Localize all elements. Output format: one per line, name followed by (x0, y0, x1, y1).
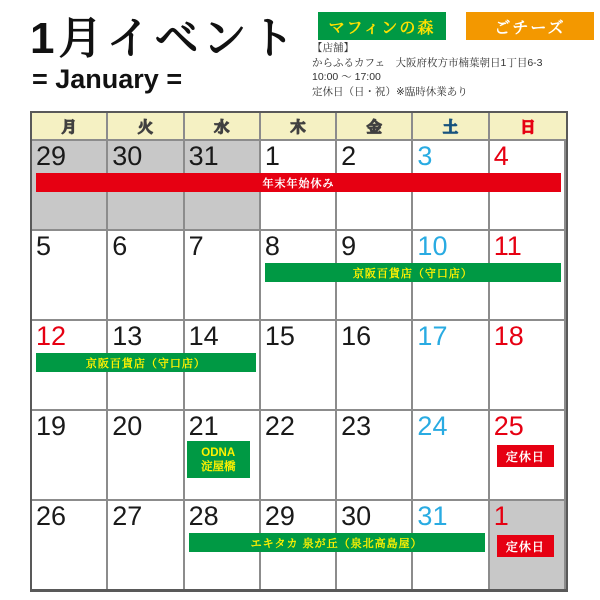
day-cell (108, 411, 184, 499)
date-number: 31 (417, 501, 448, 531)
event-label: 京阪百貨店（守口店） (352, 267, 473, 280)
day-cell (32, 501, 108, 589)
date-number: 1 (493, 501, 509, 531)
date-number: 5 (36, 231, 52, 261)
date-number: 23 (341, 411, 372, 441)
day-cell (490, 321, 566, 409)
date-number: 15 (264, 321, 295, 351)
date-number: 8 (264, 231, 280, 261)
weekday-header-weekday: 木 (261, 113, 337, 139)
day-cell (337, 411, 413, 499)
date-number: 18 (493, 321, 524, 351)
brand-badge-cheese-label: ごチーズ (494, 19, 566, 37)
date-number: 16 (341, 321, 372, 351)
date-number: 14 (188, 321, 219, 351)
calendar-week-row (32, 409, 566, 499)
day-cell (108, 231, 184, 319)
date-number: 7 (188, 231, 204, 261)
calendar-week-row (32, 139, 566, 229)
event-label: ODNA (201, 446, 236, 459)
page-subtitle: = January = (32, 64, 183, 94)
brand-badge-muffin-label: マフィンの森 (328, 19, 436, 37)
date-number: 1 (264, 141, 280, 171)
closed-day-badge (497, 445, 554, 467)
weekday-header-saturday: 土 (413, 113, 489, 139)
date-number: 13 (112, 321, 143, 351)
weekday-header-weekday: 金 (337, 113, 413, 139)
date-number: 9 (341, 231, 357, 261)
event-badge (187, 441, 250, 478)
date-number: 25 (493, 411, 524, 441)
event-label: エキタカ 泉が丘（泉北高島屋） (250, 537, 423, 550)
date-number: 3 (417, 141, 433, 171)
date-number: 20 (112, 411, 143, 441)
event-label: 淀屋橋 (200, 460, 236, 473)
date-number: 26 (36, 501, 67, 531)
date-number: 29 (264, 501, 295, 531)
date-number: 17 (417, 321, 448, 351)
calendar-week-row (32, 499, 566, 589)
date-number: 30 (112, 141, 143, 171)
store-closed-days: 定休日（日・祝）※臨時休業あり (312, 85, 468, 98)
date-number: 4 (493, 141, 509, 171)
event-label: 年末年始休み (262, 177, 335, 190)
weekday-header-weekday: 月 (32, 113, 108, 139)
event-label: 定休日 (505, 449, 545, 464)
date-number: 24 (417, 411, 448, 441)
store-info (312, 41, 543, 99)
page-title: 1月イベント (30, 14, 299, 63)
store-hours: 10:00 ～ 17:00 (312, 71, 381, 83)
date-number: 10 (417, 231, 448, 261)
calendar-grid (30, 111, 568, 592)
day-cell (32, 411, 108, 499)
calendar-weeks (32, 139, 566, 589)
calendar-week-row (32, 319, 566, 409)
calendar-week-row (32, 229, 566, 319)
brand-badge-cheese (466, 12, 594, 40)
date-number: 19 (36, 411, 67, 441)
date-number: 30 (341, 501, 372, 531)
event-label: 定休日 (505, 539, 545, 554)
weekday-header-weekday: 火 (108, 113, 184, 139)
date-number: 2 (341, 141, 357, 171)
day-cell (413, 411, 489, 499)
event-label: 京阪百貨店（守口店） (85, 357, 206, 370)
day-cell (32, 231, 108, 319)
store-name-address: からふるカフェ 大阪府枚方市楠葉朝日1丁目6-3 (312, 56, 543, 69)
calendar-weekday-row (32, 113, 566, 139)
date-number: 29 (36, 141, 67, 171)
date-number: 22 (264, 411, 295, 441)
date-number: 21 (188, 411, 219, 441)
weekday-header-weekday: 水 (185, 113, 261, 139)
day-cell (261, 321, 337, 409)
date-number: 12 (36, 321, 67, 351)
store-info-heading: 【店舗】 (312, 42, 354, 54)
event-bar (265, 263, 561, 282)
event-bar (189, 533, 485, 552)
day-cell (261, 411, 337, 499)
date-number: 28 (188, 501, 219, 531)
event-bar (36, 353, 256, 372)
date-number: 11 (493, 231, 522, 261)
brand-badge-muffin (318, 12, 446, 40)
event-bar (36, 173, 561, 192)
closed-day-badge (497, 535, 554, 557)
day-cell (185, 231, 261, 319)
day-cell (337, 321, 413, 409)
date-number: 27 (112, 501, 143, 531)
date-number: 6 (112, 231, 128, 261)
weekday-header-sunday: 日 (520, 118, 536, 136)
day-cell (108, 501, 184, 589)
date-number: 31 (188, 141, 219, 171)
day-cell (413, 321, 489, 409)
